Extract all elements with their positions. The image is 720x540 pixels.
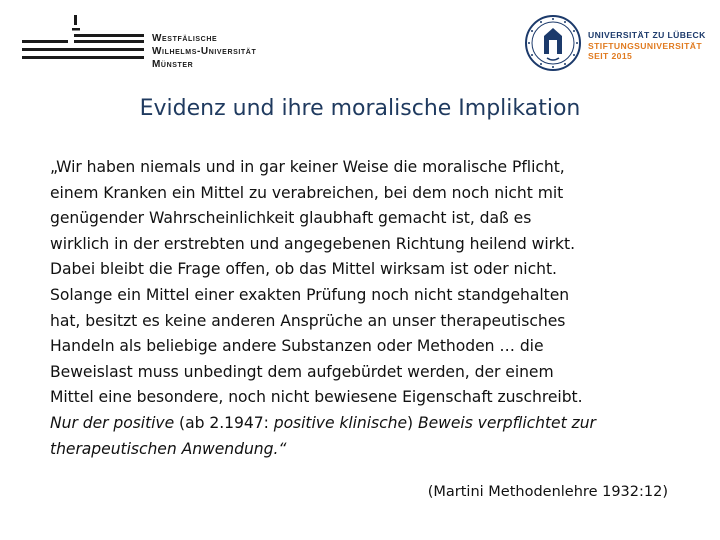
quote-plain-segment: (ab 2.1947: (174, 413, 274, 432)
quote-italic-segment: positive klinische (273, 413, 408, 432)
quote-italic-segment: Beweis verpflichtet zur (417, 413, 596, 432)
quote-line: einem Kranken ein Mittel zu verabreichen, bei dem noch nicht mit (50, 183, 564, 202)
luebeck-line: SEIT 2015 (588, 51, 633, 61)
wwu-logo (22, 12, 272, 72)
quote-line: genügender Wahrscheinlichkeit glaubhaft gemacht ist, daß es (50, 209, 532, 228)
quote-line: hat, besitzt es keine anderen Ansprüche an unser therapeutisches (50, 311, 566, 330)
quote-line-italic: therapeutischen Anwendung.“ (50, 439, 287, 458)
quote-block (50, 155, 680, 462)
quote-plain-segment: ) (407, 413, 418, 432)
citation: (Martini Methodenlehre 1932:12) (427, 484, 668, 500)
luebeck-logo (524, 14, 714, 74)
quote-line: wirklich in der erstrebten und angegebenen Richtung heilend wirkt. (50, 234, 575, 253)
quote-line: Solange ein Mittel einer exakten Prüfung noch nicht standgehalten (50, 285, 570, 304)
wwu-line: Wilhelms-Universität (152, 46, 257, 57)
quote-line: „Wir haben niemals und in gar keiner Weise die moralische Pflicht, (50, 158, 565, 176)
quote-line: Beweislast muss unbedingt dem aufgebürdet werden, der einem (50, 362, 554, 381)
quote-line-mixed (50, 411, 680, 437)
wwu-line: Münster (152, 59, 194, 70)
luebeck-wordmark (588, 30, 706, 62)
wwu-wordmark (152, 32, 256, 71)
quote-line: Mittel eine besondere, noch nicht bewiesene Eigenschaft zuschreibt. (50, 388, 583, 407)
luebeck-line: UNIVERSITÄT ZU LÜBECK (588, 30, 706, 40)
slide-title: Evidenz und ihre moralische Implikation (139, 96, 581, 121)
university-seal-icon (524, 14, 582, 72)
quote-line: Dabei bleibt die Frage offen, ob das Mittel wirksam ist oder nicht. (50, 260, 557, 279)
quote-italic-segment: Nur der positive (50, 413, 175, 432)
quote-line: Handeln als beliebige andere Substanzen oder Methoden … die (50, 337, 544, 356)
wwu-mark-icon (22, 12, 144, 70)
luebeck-line: STIFTUNGSUNIVERSITÄT (588, 40, 702, 51)
wwu-line: Westfälische (152, 33, 218, 44)
